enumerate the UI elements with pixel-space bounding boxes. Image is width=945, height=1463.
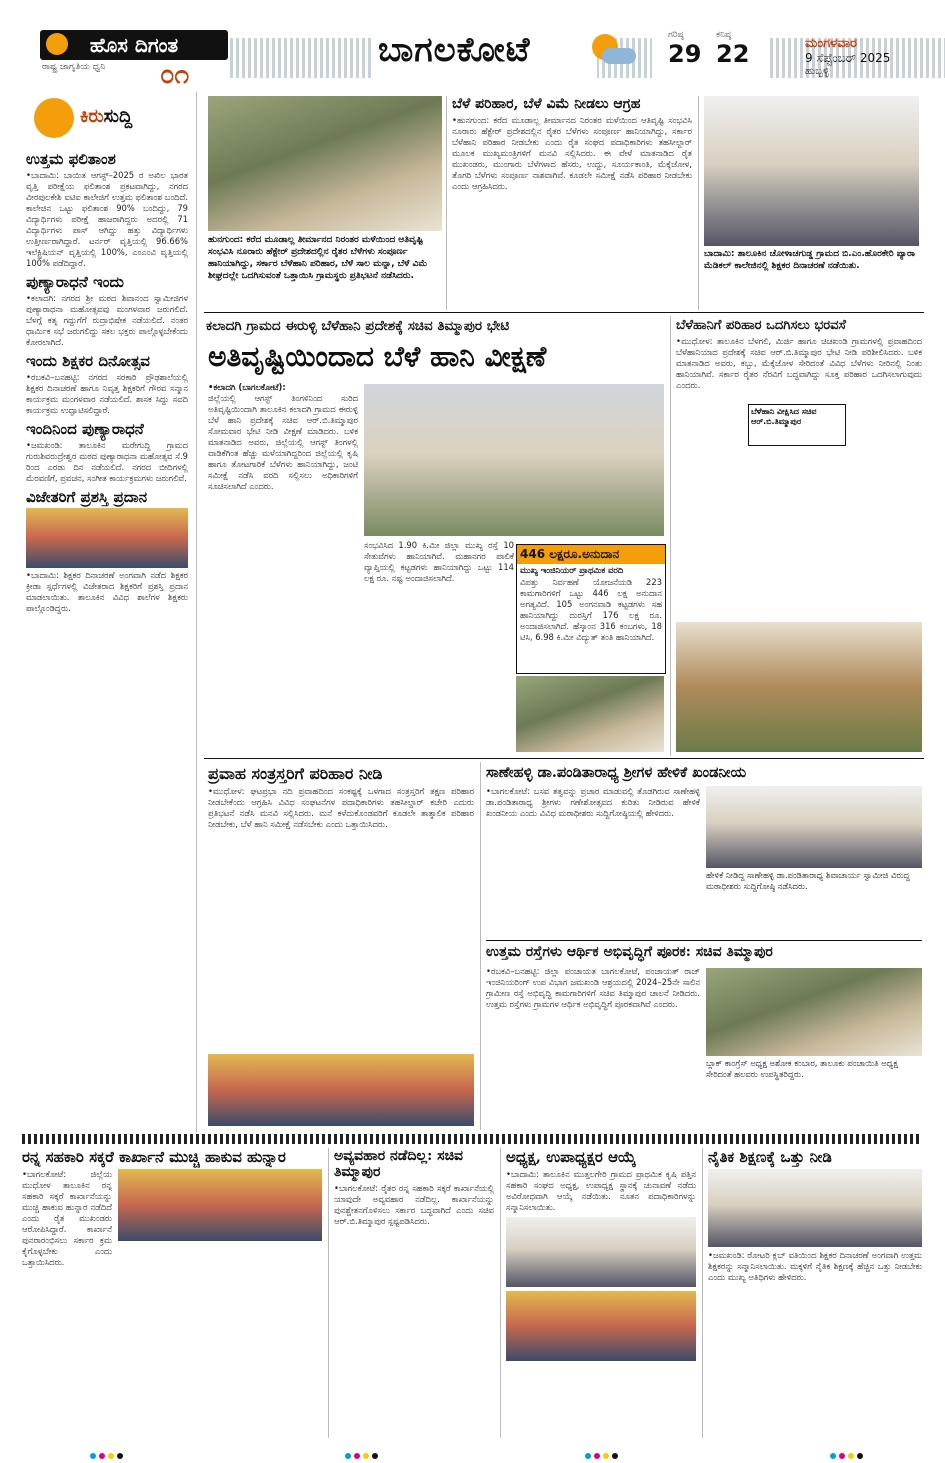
sidebar-title-b: ಸುದ್ದಿ [103,106,133,127]
column-rule [500,1148,501,1438]
factbox-body: ವಿಪತ್ತು ನಿರ್ವಹಣೆ ಯೋಜನೆಯಡಿ 223 ಕಾಮಗಾರಿಗಳಿಗೆ ಒಟ್ಟು 446 ಲಕ್ಷ ಅನುದಾನ ಅಗತ್ಯವಿದೆ. 105 ಅಂಗನವಾಡಿ ಕಟ್ಟಡಗಳು ಸಹ ಹಾನಿಯಾಗಿದ್ದು ದುರಸ್ತಿಗೆ 176 ಲಕ್ಷ ರೂ. ಅಂದಾಜಿಸಲಾಗಿದೆ. ಹೆಸ್ಕಾಂನ 316 ಕಂಬಗಳು, 18 ಟಿಸಿ, 6.98 ಕಿ.ಮೀ ವಿದ್ಯುತ್ ತಂತಿ ಹಾನಿಯಾಗಿದೆ. [520,577,662,642]
election-photo-1 [506,1217,696,1287]
registration-marks [830,1444,866,1463]
lead-photo [364,384,664,536]
story-body: •ಬಾಗಲಕೋಟೆ: ಬಸವ ತತ್ವವನ್ನು ಪ್ರಚಾರ ಮಾಡುವಲ್ಲಿ ತೊಡಗಿರುವ ಸಾಣೇಹಳ್ಳಿ ಡಾ.ಪಂಡಿತಾರಾಧ್ಯ ಶ್ರೀಗಳು ಗಣೇಶೋತ್ಸವದ ಕುರಿತು ನೀಡಿರುವ ಹೇಳಿಕೆ ಖಂಡನೀಯ ಎಂದು ವಿವಿಧ ಮಠಾಧೀಶರು ಸುದ್ದಿಗೋಷ್ಠಿಯಲ್ಲಿ ಹೇಳಿದರು. [486,786,700,818]
sidebar-title [80,106,132,127]
brief-headline: ಪುಣ್ಯಾರಾಧನೆ ಇಂದು [26,273,124,291]
brief-body: •ರಬಕವಿ–ಬನಹಟ್ಟಿ: ನಗರದ ಸರಕಾರಿ ಪ್ರೌಢಶಾಲೆಯಲ್ಲಿ ಶಿಕ್ಷಕರ ದಿನಾಚರಣೆ ಹಾಗೂ ನಿವೃತ್ತ ಶಿಕ್ಷಕರಿಗೆ ಗೌರವ ಸನ್ಮಾನ ಕಾರ್ಯಕ್ರಮ ಮಂಗಳವಾರ ನಡೆಯಲಿದೆ. ಶಾಸಕ ಸಿದ್ದು ಸವದಿ ಕಾರ್ಯಕ್ರಮ ಉದ್ಘಾಟಿಸಲಿದ್ದಾರೆ. [26,372,188,415]
column-rule [446,96,447,310]
edition-name: ಹುಬ್ಬಳ್ಳಿ [805,66,830,77]
newspaper-logo: ಹೊಸ ದಿಗಂತ [40,30,228,60]
masthead [0,0,945,92]
registration-marks [90,1444,126,1463]
election-photo-2 [506,1291,696,1361]
story-headline: ಅಧ್ಯಕ್ಷ, ಉಪಾಧ್ಯಕ್ಷರ ಆಯ್ಕೆ [506,1148,637,1166]
column-rule [698,96,699,310]
swamiji-story [486,786,700,936]
lead-body-col2 [364,540,514,752]
story-headline: ಬೆಳೆಹಾನಿಗೆ ಪರಿಹಾರ ಒದಗಿಸಲು ಭರವಸೆ [676,318,846,333]
photo-caption: ಬ್ಲಾಕ್ ಕಾಂಗ್ರೆಸ್ ಅಧ್ಯಕ್ಷ ಅಶೋಕ ಕಂಬಾರ, ತಾಲೂಕು ಪಂಚಾಯಿತಿ ಅಧ್ಯಕ್ಷ ಸೇರಿದಂತೆ ಹಲವರು ಉಪಸ್ಥಿತರಿದ್ದರು. [706,1058,898,1079]
brief-photo [26,508,188,568]
brief-body: •ಬಾದಾಮಿ: ಶಿಕ್ಷಕರ ದಿನಾಚರಣೆ ಅಂಗವಾಗಿ ನಡೆದ ಶಿಕ್ಷಕರ ಕ್ರೀಡಾ ಸ್ಪರ್ಧೆಗಳಲ್ಲಿ ವಿಜೇತರಾದ ಶಿಕ್ಷಕರಿಗೆ ಪ್ರಶಸ್ತಿ ಪ್ರದಾನ ಮಾಡಲಾಯಿತು. ತಾಲೂಕಿನ ವಿವಿಧ ಶಾಲೆಗಳ ಶಿಕ್ಷಕರು ಪಾಲ್ಗೊಂಡಿದ್ದರು. [26,570,188,613]
protest-photo [208,96,442,231]
story-body: •ಬಾಗಲಕೋಟೆ: ಜಿಲ್ಲೆಯ ಮುಧೋಳ ತಾಲೂಕಿನ ರನ್ನ ಸಹಕಾರಿ ಸಕ್ಕರೆ ಕಾರ್ಖಾನೆಯನ್ನು ಮುಚ್ಚಿ ಹಾಕುವ ಹುನ್ನಾರ ನಡೆದಿದೆ ಎಂದು ರೈತ ಮುಖಂಡರು ಆರೋಪಿಸಿದ್ದಾರೆ. ಕಾರ್ಖಾನೆ ಪುನರಾರಂಭಿಸಲು ಸರ್ಕಾರ ಕ್ರಮ ಕೈಗೊಳ್ಳಬೇಕು ಎಂದು ಒತ್ತಾಯಿಸಿದರು. [22,1169,112,1267]
brief-body: •ಕಲಾದಗಿ: ನಗರದ ಶ್ರೀ ಮಠದ ಶಿವಾನಂದ ಸ್ವಾಮೀಜಿಗಳ ಪುಣ್ಯಾರಾಧನಾ ಮಹೋತ್ಸವವು ಮಂಗಳವಾರ ಜರುಗಲಿದೆ. ಬೆಳಗ್ಗೆ ಕತೃ ಗದ್ದುಗೆಗೆ ರುದ್ರಾಭಿಷೇಕ ನಡೆಯಲಿದೆ. ನಂತರ ಧಾರ್ಮಿಕ ಸಭೆ ಜರುಗಲಿದ್ದು ಸಕಲ ಭಕ್ತರು ಪಾಲ್ಗೊಳ್ಳಬೇಕೆಂದು ಕೋರಲಾಗಿದೆ. [26,293,188,347]
factory-meeting-photo [118,1169,322,1241]
issue-date: 9 ಸೆಪ್ಟೆಂಬರ್ 2025 [805,51,891,65]
column-rule [480,762,481,1130]
crop-relief-story [452,96,692,310]
moral-education-story [708,1148,922,1438]
column-rule [670,316,671,756]
section-rule [204,312,924,313]
flood-story-headline: ಪ್ರವಾಹ ಸಂತ್ರಸ್ತರಿಗೆ ಪರಿಹಾರ ನೀಡಿ [208,764,383,783]
lead-photo-2 [516,676,664,752]
story-headline: ನೈತಿಕ ಶಿಕ್ಷಣಕ್ಕೆ ಒತ್ತು ನೀಡಿ [708,1148,832,1166]
bottom-divider [22,1134,922,1144]
factbox-subhead: ಮುಖ್ಯ ಇಂಜಿನಿಯರ್ ಪ್ರಾಥಮಿಕ ವರದಿ [520,565,624,575]
photo-caption: ಹುನಗುಂದ: ಕರೆದ ಮೂಡಾಲ್ಲ ತೀರ್ಮಾನದ ನಿರಂತರ ಮಳೆಯಿಂದ ಆತಿವೃಷ್ಟಿ ಸಂಭವಿಸಿ ನೂರಾರು ಹೆಕ್ಟೇರ್ ಪ್ರದೇಶದಲ್ಲಿನ ರೈತರ ಬೆಳೆಗಳು ಸಂಪೂರ್ಣ ಹಾನಿಯಾಗಿದ್ದು, ಸರ್ಕಾರ ಬೆಳೆಹಾನಿ ಪರಿಹಾರ, ಬೆಳೆ ಸಾಲ ಮನ್ನಾ, ಬೆಳೆ ವಿಮೆ ಶೀಘ್ರದಲ್ಲೇ ಒದಗಿಸುವಂತೆ ಒತ್ತಾಯಿಸಿ ಗ್ರಾಮಸ್ಥರು ಪ್ರತಿಭಟನೆ ನಡೆಸಿದರು. [208,235,428,281]
story-headline: ಬೆಳೆ ಪರಿಹಾರ, ಬೆಳೆ ವಿಮೆ ನೀಡಲು ಆಗ್ರಹ [452,96,641,112]
edition-city: ಬಾಗಲಕೋಟೆ [378,30,531,70]
story-headline: ಅವ್ಯವಹಾರ ನಡೆದಿಲ್ಲ: ಸಚಿವ ತಿಮ್ಮಾಪುರ [334,1148,463,1180]
grant-factbox [516,544,666,674]
brief-headline: ಇಂದು ಶಿಕ್ಷಕರ ದಿನೋತ್ಸವ [26,352,150,370]
max-temp-group [668,30,701,68]
column-rule [328,1148,329,1438]
page-number: ೦೧ [160,60,190,90]
society-election-story [506,1148,696,1438]
teachers-day-photo [704,96,919,246]
lead-body-col1 [208,382,358,752]
lead-dateline: •ಕಲಾದಗಿ (ಬಾಗಲಕೋಟೆ): [208,382,286,392]
cloud-icon [602,48,636,64]
min-temp: 22 [716,40,750,68]
registration-marks [345,1444,381,1463]
date-block [805,36,935,77]
story-body: •ಮುಧೋಳ: ತಾಲೂಕಿನ ಬೆಳಗಲಿ, ಮಿರ್ಜಿ ಹಾಗೂ ಚಿಚಖಂಡಿ ಗ್ರಾಮಗಳಲ್ಲಿ ಪ್ರವಾಹದಿಂದ ಬೆಳೆಹಾನಿಯಾದ ಪ್ರದೇಶಕ್ಕೆ ಸಚಿವ ಆರ್.ಬಿ.ತಿಮ್ಮಾಪುರ ಭೇಟಿ ನೀಡಿ ಪರಿಶೀಲಿಸಿದರು. ಬಳಿಕ ಮಾತನಾಡಿದ ಅವರು, ಕಬ್ಬು, ಮೆಕ್ಕೆಜೋಳ ಸೇರಿದಂತೆ ವಿವಿಧ ಬೆಳೆಗಳು ನೀರಿನಲ್ಲಿ ನಿಂತು ಹಾನಿಯಾಗಿವೆ. ಸರ್ಕಾರ ರೈತರ ನೆರವಿಗೆ ಬದ್ಧವಾಗಿದ್ದು ಸೂಕ್ತ ಪರಿಹಾರ ಒದಗಿಸಲಾಗುವುದು ಎಂದರು. [676,336,922,390]
brief-body: •ಬಾದಾಮಿ: ಬಾಯಿತ ಆಗಸ್ಟ್–2025 ರ ಅಖಿಲ ಭಾರತ ವೃತ್ತಿ ಪರೀಕ್ಷೆಯ ಫಲಿತಾಂಶ ಪ್ರಕಟವಾಗಿದ್ದು, ನಗರದ ವೀರಪುಲಕೇಶಿ ಐಟಿಐ ಕಾಲೇಜಿಗೆ ಉತ್ತಮ ಫಲಿತಾಂಶ ಬಂದಿದೆ. ಕಾಲೇಜಿನ ಒಟ್ಟು ಫಲಿತಾಂಶ 90% ಬಂದಿದ್ದು, 79 ವಿದ್ಯಾರ್ಥಿಗಳು ಪರೀಕ್ಷೆ ಹಾಜರಾಗಿದ್ದರು ಅದರಲ್ಲಿ 71 ವಿದ್ಯಾರ್ಥಿಗಳು ಪಾಸ್ ಆಗಿದ್ದು ಹತ್ತು ವಿದ್ಯಾರ್ಥಿಗಳು ಉತ್ತೀರ್ಣರಾಗಿದ್ದಾರೆ. ಟರ್ನರ್ ವೃತ್ತಿಯಲ್ಲಿ 96.66% ಇಲೆಕ್ಟ್ರಿಷಿಯನ್ ವೃತ್ತಿಯಲ್ಲಿ 100%, ಎಂಎಂವಿ ವೃತ್ತಿಯಲ್ಲಿ 100% ಪಡೆದಿದ್ದಾರೆ. [26,170,188,268]
lead-body-cont: ಸಂಭವಿಸಿದ 1.90 ಕಿ.ಮೀ ಜಿಲ್ಲಾ ಮುಖ್ಯ ರಸ್ತೆ 10 ಸೇತುವೆಗಳು ಹಾನಿಯಾಗಿವೆ. ಮಹಾನಗರ ಪಾಲಿಕೆ ವ್ಯಾಪ್ತಿಯಲ್ಲಿ ಕಟ್ಟಡಗಳು ಹಾನಿಯಾಗಿದ್ದು ಒಟ್ಟು 114 ಲಕ್ಷ ರೂ. ನಷ್ಟ ಅಂದಾಜಿಸಲಾಗಿದೆ. [364,540,514,583]
story-body: •ಬಾದಾಮಿ: ತಾಲೂಕಿನ ಮುತ್ತಲಗೇರಿ ಗ್ರಾಮದ ಪ್ರಾಥಮಿಕ ಕೃಷಿ ಪತ್ತಿನ ಸಹಕಾರಿ ಸಂಘದ ಅಧ್ಯಕ್ಷ, ಉಪಾಧ್ಯಕ್ಷ ಸ್ಥಾನಕ್ಕೆ ಚುನಾವಣೆ ನಡೆದು ಅವಿರೋಧವಾಗಿ ಆಯ್ಕೆ ನಡೆಯಿತು. ನೂತನ ಪದಾಧಿಕಾರಿಗಳನ್ನು ಸನ್ಮಾನಿಸಲಾಯಿತು. [506,1169,696,1212]
story-body: •ಮುಧೋಳ: ಘಟಪ್ರಭಾ ನದಿ ಪ್ರವಾಹದಿಂದ ಸಂಕಷ್ಟಕ್ಕೆ ಒಳಗಾದ ಸಂತ್ರಸ್ತರಿಗೆ ತಕ್ಷಣ ಪರಿಹಾರ ನೀಡಬೇಕೆಂದು ಆಗ್ರಹಿಸಿ ವಿವಿಧ ಸಂಘಟನೆಗಳ ಪದಾಧಿಕಾರಿಗಳು ತಹಸೀಲ್ದಾರ್ ಕಚೇರಿ ಎದುರು ಪ್ರತಿಭಟನೆ ನಡೆಸಿ ಮನವಿ ಸಲ್ಲಿಸಿದರು. ಮನೆ ಕಳೆದುಕೊಂಡವರಿಗೆ ಕೂಡಲೇ ತಾತ್ಕಾಲಿಕ ಪರಿಹಾರ ನೀಡಬೇಕು, ಬೆಳೆ ಹಾನಿ ಸಮೀಕ್ಷೆ ನಡೆಸಬೇಕು ಎಂದು ಒತ್ತಾಯಿಸಿದರು. [208,786,474,829]
max-temp-label: ಗರಿಷ್ಠ [668,30,684,40]
brief-item [26,150,188,269]
column-rule [702,1148,703,1438]
photo-caption: ಹೇಳಿಕೆ ನೀಡಿದ್ದ ಸಾಣೇಹಳ್ಳಿ ಡಾ.ಪಂಡಿತಾರಾಧ್ಯ ಶಿವಾಚಾರ್ಯ ಸ್ವಾಮೀಜಿ ವಿರುದ್ಧ ಮಠಾಧೀಶರು ಸುದ್ದಿಗೋಷ್ಠಿ ನಡೆಸಿದರು. [706,870,910,891]
brief-item [26,352,188,416]
flood-protest-photo [208,1054,474,1126]
factbox-headline: 446 ಲಕ್ಷರೂ.ಅನುದಾನ [517,545,665,564]
sidebar-briefs [26,146,188,1226]
relief-assurance-story [676,318,922,618]
min-temp-group [716,30,749,68]
crop-loss-photo [676,622,922,752]
brief-item [26,273,188,348]
flood-story [208,786,474,1051]
registration-marks [585,1444,621,1463]
rotary-event-photo [708,1169,922,1247]
photo-caption: ಬಾದಾಮಿ: ತಾಲೂಕಿನ ಚೋಳಾಚಗುಡ್ಡ ಗ್ರಾಮದ ಬಿ.ಎಂ.ಹೊರಕೇರಿ ಪ್ಯಾರಾ ಮೆಡಿಕಲ್ ಕಾಲೇಜಿನಲ್ಲಿ ಶಿಕ್ಷಕರ ದಿನಾಚರಣೆ ನಡೆಯಿತು. [704,249,915,271]
no-irregularity-story [334,1148,494,1438]
swamiji-story-headline: ಸಾಣೇಹಳ್ಳಿ ಡಾ.ಪಂಡಿತಾರಾಧ್ಯ ಶ್ರೀಗಳ ಹೇಳಿಕೆ ಖಂಡನೀಯ [486,764,747,781]
max-temp: 29 [668,40,702,68]
section-rule [204,758,924,759]
brief-headline: ಇಂದಿನಿಂದ ಪುಣ್ಯಾರಾಧನೆ [26,420,144,438]
lead-headline: ಅತಿವೃಷ್ಟಿಯಿಂದಾದ ಬೆಳೆ ಹಾನಿ ವೀಕ್ಷಣೆ [208,340,547,373]
min-temp-label: ಕನಿಷ್ಠ [716,30,732,40]
column-rule [196,92,197,1132]
brief-body: •ಜಮಖಂಡಿ: ತಾಲೂಕಿನ ಮರೇಗುದ್ದಿ ಗ್ರಾಮದ ಗುರುಶಿವರುದ್ರೇಶ್ವರ ಮಠದ ಪುಣ್ಯಾರಾಧನಾ ಮಹೋತ್ಸವ ಸೆ.9 ರಿಂದ ಎರಡು ದಿನ ನಡೆಯಲಿದೆ. ನಗರದ ಬೀದಿಗಳಲ್ಲಿ ಮೆರವಣಿಗೆ, ಪ್ರವಚನ, ಸಂಗೀತ ಕಾರ್ಯಕ್ರಮಗಳು ಜರುಗಲಿವೆ. [26,440,188,483]
photo-inset-label: ಬೆಳೆಹಾನಿ ವೀಕ್ಷಿಸಿದ ಸಚಿವ ಆರ್.ಬಿ.ತಿಮ್ಮಾಪುರ [748,404,846,446]
logo-tagline: ರಾಷ್ಟ್ರ ಜಾಗೃತಿಯ ಧ್ವನಿ [42,62,106,72]
weekday: ಮಂಗಳವಾರ [805,36,858,51]
brief-item [26,488,188,614]
brief-item [26,420,188,484]
roads-story-headline: ಉತ್ತಮ ರಸ್ತೆಗಳು ಆರ್ಥಿಕ ಅಭಿವೃದ್ಧಿಗೆ ಪೂರಕ: ಸಚಿವ ತಿಮ್ಮಾಪುರ [486,944,773,960]
story-headline: ರನ್ನ ಸಹಕಾರಿ ಸಕ್ಕರೆ ಕಾರ್ಖಾನೆ ಮುಚ್ಚಿ ಹಾಕುವ ಹುನ್ನಾರ [22,1148,286,1166]
lead-body: ಜಿಲ್ಲೆಯಲ್ಲಿ ಆಗಸ್ಟ್ ತಿಂಗಳಿನಿಂದ ಸುರಿದ ಅತಿವೃಷ್ಟಿಯಿಂದಾಗಿ ತಾಲೂಕಿನ ಕಲಾದಗಿ ಗ್ರಾಮದ ಈರುಳ್ಳಿ ಬೆಳೆ ಹಾನಿ ಪ್ರದೇಶಕ್ಕೆ ಸಚಿವ ಆರ್.ಬಿ.ತಿಮ್ಮಾಪುರ ಸೋಮವಾರ ಭೇಟಿ ನೀಡಿ ವೀಕ್ಷಣೆ ಮಾಡಿದರು. ಬಳಿಕ ಮಾತನಾಡಿದ ಅವರು, ಜಿಲ್ಲೆಯಲ್ಲಿ ಆಗಸ್ಟ್ ತಿಂಗಳಲ್ಲಿ ವಾಡಿಕೆಗಿಂತ ಹೆಚ್ಚು ಮಳೆಯಾಗಿದ್ದರಿಂದ ಜಿಲ್ಲೆಯಲ್ಲಿ ಕೃಷಿ ಹಾಗೂ ತೋಟಗಾರಿಕೆ ಬೆಳೆಗಳು ಹಾನಿಯಾಗಿದ್ದು, ಜಂಟಿ ಸಮೀಕ್ಷೆ ನಡೆಸಿ ವರದಿ ಸಲ್ಲಿಸಲು ಅಧಿಕಾರಿಗಳಿಗೆ ಸೂಚಿಸಲಾಗಿದೆ ಎಂದರು. [208,393,358,491]
sugar-factory-story [22,1148,322,1438]
thumbs-up-icon [34,98,74,138]
roads-story [486,966,700,1126]
story-body: •ಹುನಗುಂದ: ಕರೆದ ಮೂಡಾಲ್ಲ ತೀರ್ಮಾನದ ನಿರಂತರ ಮಳೆಯಿಂದ ಆತಿವೃಷ್ಟಿ ಸಂಭವಿಸಿ ನೂರಾರು ಹೆಕ್ಟೇರ್ ಪ್ರದೇಶದಲ್ಲಿನ ರೈತರ ಬೆಳೆಗಳು ಸಂಪೂರ್ಣ ಹಾನಿಯಾಗಿದ್ದು, ಸರ್ಕಾರ ಬೆಳೆಹಾನಿ ಪರಿಹಾರ ನೀಡಬೇಕು ಎಂದು ರೈತ ಸಂಘದ ಪದಾಧಿಕಾರಿಗಳು ತಹಸೀಲ್ದಾರ್ ಮೂಲಕ ಮುಖ್ಯಮಂತ್ರಿಗಳಿಗೆ ಮನವಿ ಸಲ್ಲಿಸಿದರು. ಈ ವೇಳೆ ಮಾತನಾಡಿದ ರೈತ ಮುಖಂಡರು, ಮುಂಗಾರು ಬೆಳೆಗಳಾದ ಹೆಸರು, ಉದ್ದು, ಸೂರ್ಯಕಾಂತಿ, ಮೆಕ್ಕೆಜೋಳ, ತೊಗರಿ ಬೆಳೆಗಳು ಸಂಪೂರ್ಣ ನಾಶವಾಗಿವೆ. ಕೂಡಲೇ ಸಮೀಕ್ಷೆ ನಡೆಸಿ ಪರಿಹಾರ ನೀಡಬೇಕು ಎಂದು ಆಗ್ರಹಿಸಿದರು. [452,115,692,191]
road-inauguration-photo [706,968,922,1056]
story-body: •ಜಮಖಂಡಿ: ರೋಟರಿ ಕ್ಲಬ್ ವತಿಯಿಂದ ಶಿಕ್ಷಕರ ದಿನಾಚರಣೆ ಅಂಗವಾಗಿ ಉತ್ತಮ ಶಿಕ್ಷಕರನ್ನು ಸನ್ಮಾನಿಸಲಾಯಿತು. ಮಕ್ಕಳಿಗೆ ನೈತಿಕ ಶಿಕ್ಷಣಕ್ಕೆ ಹೆಚ್ಚಿನ ಒತ್ತು ನೀಡಬೇಕು ಎಂದು ಮುಖ್ಯ ಅತಿಥಿಗಳು ಹೇಳಿದರು. [708,1250,922,1282]
lead-kicker: ಕಲಾದಗಿ ಗ್ರಾಮದ ಈರುಳ್ಳಿ ಬೆಳೆಹಾನಿ ಪ್ರದೇಶಕ್ಕೆ ಸಚಿವ ತಿಮ್ಮಾಪುರ ಭೇಟಿ [206,318,510,334]
brief-headline: ಉತ್ತಮ ಫಲಿತಾಂಶ [26,150,116,168]
press-meet-photo [706,786,922,868]
logo-emblem-icon [46,33,68,55]
sidebar-title-a: ಕಿರು [80,106,104,127]
story-body: •ರಬಕವಿ–ಬನಹಟ್ಟಿ: ಜಿಲ್ಲಾ ಪಂಚಾಯತ ಬಾಗಲಕೋಟೆ, ಪಂಚಾಯತ್ ರಾಜ್ ಇಂಜಿನಿಯರಿಂಗ್ ಉಪ ವಿಭಾಗ ಜಮಖಂಡಿ ಆಶ್ರಯದಲ್ಲಿ 2024–25ನೇ ಸಾಲಿನ ಗ್ರಾಮೀಣ ರಸ್ತೆ ಅಭಿವೃದ್ಧಿ ಕಾಮಗಾರಿಗಳಿಗೆ ಸಚಿವ ತಿಮ್ಮಾಪುರ ಚಾಲನೆ ನೀಡಿದರು. ಉತ್ತಮ ರಸ್ತೆಗಳು ಗ್ರಾಮಗಳ ಆರ್ಥಿಕ ಅಭಿವೃದ್ಧಿಗೆ ಪೂರಕವಾಗಿವೆ ಎಂದರು. [486,966,700,1009]
temperature-block [652,30,767,78]
brief-headline: ವಿಜೇತರಿಗೆ ಪ್ರಶಸ್ತಿ ಪ್ರದಾನ [26,488,148,506]
section-rule [486,940,922,941]
story-body: •ಬಾಗಲಕೋಟೆ: ರೈತರ ರನ್ನ ಸಹಕಾರಿ ಸಕ್ಕರೆ ಕಾರ್ಖಾನೆಯಲ್ಲಿ ಯಾವುದೇ ಅವ್ಯವಹಾರ ನಡೆದಿಲ್ಲ. ಕಾರ್ಖಾನೆಯನ್ನು ಪುನಶ್ಚೇತನಗೊಳಿಸಲು ಸರ್ಕಾರ ಬದ್ಧವಾಗಿದೆ ಎಂದು ಸಚಿವ ಆರ್.ಬಿ.ತಿಮ್ಮಾಪುರ ಸ್ಪಷ್ಟಪಡಿಸಿದರು. [334,1183,494,1226]
